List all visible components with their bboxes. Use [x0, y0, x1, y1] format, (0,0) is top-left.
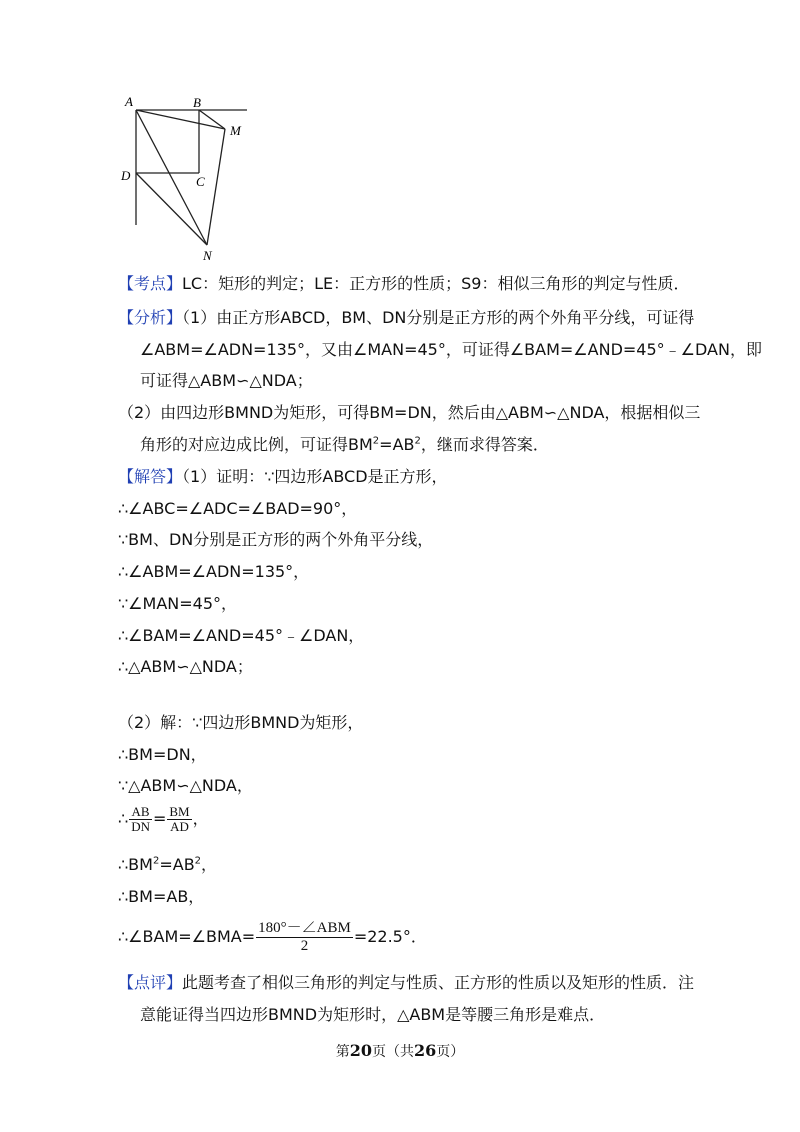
geometry-figure: [0, 0, 800, 270]
fraction-denominator: 2: [300, 938, 309, 954]
fenxi-line-5-post: ，继而求得答案．: [420, 435, 549, 454]
page-footer: [0, 1041, 800, 1061]
footer-pre: 第: [335, 1044, 350, 1060]
therefore-symbol: ∴: [118, 809, 129, 828]
total-pages: 26: [414, 1041, 437, 1060]
dianping-text-1: 此题考查了相似三角形的判定与性质、正方形的性质以及矩形的性质．注: [182, 973, 695, 992]
fenxi-tag: 【分析】: [118, 308, 183, 327]
label-c: C: [196, 174, 205, 189]
proof-step-6: ∴△ABM∽△NDA；: [118, 657, 253, 676]
page-number: 20: [349, 1041, 372, 1060]
superscript-2: 2: [372, 435, 380, 447]
fenxi-line-2: ∠ABM=∠ADN=135°，又由∠MAN=45°，可证得∠BAM=∠AND=45°﹣∠DAN，即: [140, 340, 762, 359]
part2-step-5: ∴BM=AB，: [118, 887, 205, 906]
label-m: M: [230, 123, 241, 138]
fenxi-line-3: 可证得△ABM∽△NDA；: [140, 371, 313, 390]
fraction-denominator: AD: [170, 819, 189, 834]
dianping-tag: 【点评】: [118, 973, 183, 992]
fenxi-line-5-pre: 角形的对应边成比例，可证得BM: [140, 435, 373, 454]
kaodian-line: [118, 274, 689, 294]
proof-step-2: ∵BM、DN分别是正方形的两个外角平分线，: [118, 530, 434, 549]
proof-step-5: ∴∠BAM=∠AND=45°﹣∠DAN，: [118, 626, 365, 645]
label-n: N: [203, 248, 212, 263]
fraction-bm-ad: [167, 805, 191, 834]
jieda-tag: 【解答】: [118, 467, 183, 486]
superscript-2: 2: [194, 855, 202, 867]
proof-step-1: ∴∠ABC=∠ADC=∠BAD=90°，: [118, 499, 358, 518]
proof-step-3: ∴∠ABM=∠ADN=135°，: [118, 562, 310, 581]
part2-intro: （2）解：∵四边形BMND为矩形，: [118, 713, 364, 732]
part2-step-1: ∴BM=DN，: [118, 745, 207, 764]
comma: ，: [192, 809, 209, 828]
label-b: B: [193, 95, 201, 110]
segment-mn: [207, 129, 225, 245]
fraction-ab-dn: [129, 805, 152, 834]
part2-step-6-pre: ∴∠BAM=∠BMA=: [118, 927, 256, 946]
part2-step-4-mid: =AB: [159, 855, 195, 874]
dianping-line-1: [118, 973, 694, 993]
dianping-line-2: 意能证得当四边形BMND为矩形时，△ABM是等腰三角形是难点．: [140, 1005, 606, 1024]
fraction-numerator: 180°－∠ABM: [258, 920, 351, 936]
part2-step-2: ∵△ABM∽△NDA，: [118, 776, 253, 795]
part2-step-6: [118, 920, 427, 955]
footer-mid: 页（共: [372, 1044, 414, 1060]
proof-step-4: ∵∠MAN=45°，: [118, 594, 238, 613]
part2-step-4-pre: ∴BM: [118, 855, 153, 874]
part2-step-3: [118, 805, 209, 834]
jieda-intro: （1）证明：∵四边形ABCD是正方形，: [182, 467, 448, 486]
fenxi-line-5-mid: =AB: [379, 435, 415, 454]
superscript-2: 2: [152, 855, 160, 867]
fenxi-line-4: （2）由四边形BMND为矩形，可得BM=DN，然后由△ABM∽△NDA，根据相似三: [118, 403, 701, 422]
footer-post: 页）: [436, 1044, 465, 1060]
jieda-line: [118, 467, 448, 487]
part2-step-4-post: ，: [201, 855, 218, 874]
label-d: D: [121, 168, 131, 183]
fraction-numerator: AB: [129, 805, 152, 820]
fenxi-text-1: （1）由正方形ABCD，BM、DN分别是正方形的两个外角平分线，可证得: [182, 308, 695, 327]
fenxi-line-5: [140, 435, 549, 455]
part2-step-6-post: =22.5°．: [353, 927, 427, 946]
fraction-angle: [256, 920, 353, 955]
label-a: A: [125, 94, 133, 109]
superscript-2: 2: [414, 435, 421, 447]
fraction-numerator: BM: [169, 804, 190, 819]
kaodian-tag: 【考点】: [118, 274, 183, 293]
fenxi-line-1: [118, 308, 694, 328]
kaodian-text: LC：矩形的判定；LE：正方形的性质；S9：相似三角形的判定与性质．: [182, 274, 690, 293]
fraction-denominator: DN: [131, 819, 150, 834]
part2-step-4: [118, 855, 217, 875]
equals-sign: =: [152, 809, 167, 828]
